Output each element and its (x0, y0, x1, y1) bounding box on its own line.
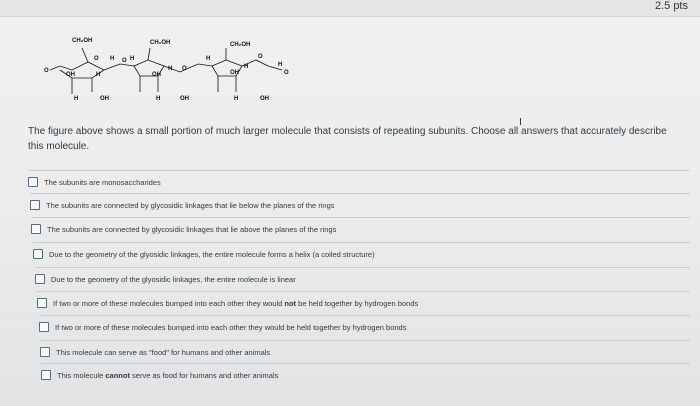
svg-text:H: H (110, 56, 115, 62)
answer-label: Due to the geometry of the glyosidic linkages, the entire molecule is linear (51, 274, 296, 284)
answer-label: If two or more of these molecules bumped into each other they would not be held together by hydrogen bonds (53, 298, 419, 308)
answer-label: If two or more of these molecules bumped into each other they would be held together by hydrogen bonds (55, 322, 407, 332)
svg-text:OH: OH (66, 72, 75, 78)
svg-text:OH: OH (100, 96, 109, 102)
svg-text:H: H (244, 64, 249, 70)
answer-option[interactable] (41, 363, 690, 386)
answer-checkbox[interactable] (40, 347, 50, 357)
answer-checkbox[interactable] (30, 200, 40, 210)
svg-text:H: H (96, 72, 101, 78)
answer-option[interactable] (39, 315, 690, 338)
answer-option[interactable] (40, 340, 690, 363)
answer-option[interactable] (31, 217, 690, 240)
answer-checkbox[interactable] (37, 298, 47, 308)
svg-text:OH: OH (260, 96, 269, 102)
svg-text:O: O (258, 54, 263, 60)
ch2oh-label-3: CH₂OH (230, 42, 251, 48)
svg-text:H: H (168, 66, 173, 72)
svg-text:H: H (278, 62, 283, 68)
answer-label: The subunits are connected by glycosidic linkages that lie above the planes of the rings (47, 224, 337, 234)
answer-label: The subunits are connected by glycosidic linkages that lie below the planes of the rings (46, 200, 335, 210)
svg-text:H: H (206, 56, 211, 62)
answer-label: This molecule can serve as "food" for humans and other animals (56, 347, 271, 357)
answer-label: Due to the geometry of the glyosidic linkages, the entire molecule forms a helix (a coiled structure) (49, 249, 375, 259)
molecule-figure (30, 30, 330, 110)
answer-checkbox[interactable] (41, 370, 51, 380)
answer-option[interactable] (30, 193, 690, 216)
svg-text:H: H (130, 56, 135, 62)
svg-text:OH: OH (230, 70, 239, 76)
answer-option[interactable] (37, 291, 690, 314)
answer-label: The subunits are monosaccharides (44, 177, 161, 187)
svg-text:H: H (234, 96, 239, 102)
answer-checkbox[interactable] (39, 322, 49, 332)
answer-checkbox[interactable] (31, 224, 41, 234)
answer-option[interactable] (33, 242, 690, 265)
answer-option[interactable] (28, 170, 690, 193)
ch2oh-label-1: CH₂OH (72, 38, 93, 44)
answer-label: This molecule cannot serve as food for humans and other animals (57, 370, 279, 380)
svg-text:H: H (156, 96, 161, 102)
question-text: The figure above shows a small portion of much larger molecule that consists of repeating subunits. Choose all answers that accurately describe this molecule. (28, 126, 667, 152)
answer-checkbox[interactable] (35, 274, 45, 284)
answer-option[interactable] (35, 267, 690, 290)
question-header (0, 0, 700, 17)
svg-text:H: H (74, 96, 79, 102)
points-label: 2.5 pts (654, 0, 688, 12)
text-cursor-icon: I (519, 117, 522, 128)
svg-text:O: O (284, 70, 289, 76)
svg-text:O: O (182, 66, 187, 72)
svg-text:OH: OH (152, 72, 161, 78)
answer-checkbox[interactable] (28, 177, 38, 187)
svg-text:O: O (122, 58, 127, 64)
svg-text:O: O (44, 68, 49, 74)
answer-checkbox[interactable] (33, 249, 43, 259)
svg-text:O: O (94, 56, 99, 62)
svg-text:OH: OH (180, 96, 189, 102)
ch2oh-label-2: CH₂OH (150, 40, 171, 46)
